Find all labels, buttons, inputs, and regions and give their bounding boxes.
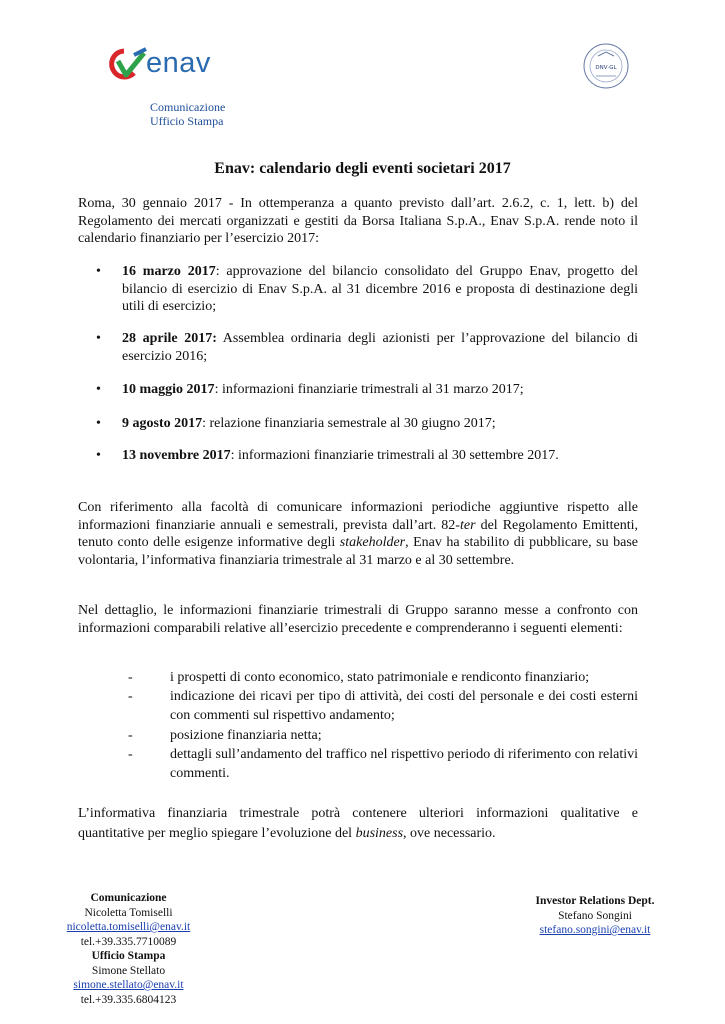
event-text: : informazioni finanziarie trimestrali al 31 marzo 2017; xyxy=(214,382,524,397)
intro-paragraph: Roma, 30 gennaio 2017 - In ottemperanza a quanto previsto dall’art. 2.6.2, c. 1, lett. b) del Regolamento dei mercati organizzati e gestiti da Borsa Italiana S.p.A., Enav S.p.A. rende noto il calendario finanziario per l’esercizio 2017: xyxy=(78,196,638,246)
detail-paragraph: Nel dettaglio, le informazioni finanziarie trimestrali di Gruppo saranno messe a confronto con informazioni comparabili relative all’esercizio precedente e comprenderanno i seguenti elementi: xyxy=(78,603,638,636)
contact-email-link[interactable]: simone.stellato@enav.it xyxy=(73,979,184,991)
event-date: 13 novembre 2017 xyxy=(122,448,231,463)
event-date: 28 aprile 2017: xyxy=(122,331,217,346)
footer-heading: Ufficio Stampa xyxy=(91,950,166,962)
contact-phone: tel.+39.335.6804123 xyxy=(80,993,177,1006)
bullet-icon: • xyxy=(96,448,101,463)
department-line2: Ufficio Stampa xyxy=(150,114,224,128)
bullet-icon: • xyxy=(96,416,101,431)
element-item xyxy=(128,687,638,725)
contact-name: Nicoletta Tomiselli xyxy=(84,906,173,919)
element-text: posizione finanziaria netta; xyxy=(170,728,322,743)
element-text: indicazione dei ricavi per tipo di attività, dei costi del personale e dei costi esterni con commenti sul rispettivo andamento; xyxy=(170,689,638,723)
bullet-icon: • xyxy=(96,264,101,279)
event-text: Assemblea ordinaria degli azionisti per l’approvazione del bilancio di esercizio 2016; xyxy=(122,331,639,364)
contact-name: Simone Stellato xyxy=(91,964,166,977)
bullet-icon: • xyxy=(96,331,101,346)
closing-paragraph: L’informativa finanziaria trimestrale potrà contenere ulteriori informazioni qualitative e quantitative per meglio spiegare l’evoluzione del business, ove necessario. xyxy=(78,806,638,841)
event-date: 16 marzo 2017 xyxy=(122,264,216,279)
event-item xyxy=(96,447,638,465)
event-text: : informazioni finanziarie trimestrali al 30 settembre 2017. xyxy=(230,448,559,463)
event-text: : approvazione del bilancio consolidato del Gruppo Enav, progetto del bilancio di esercizio di Enav S.p.A. al 31 dicembre 2016 e proposta di destinazione degli utili di esercizio; xyxy=(122,264,638,314)
logo-wordmark: enav xyxy=(146,47,211,79)
contact-email-link[interactable]: nicoletta.tomiselli@enav.it xyxy=(66,921,191,933)
department-line1: Comunicazione xyxy=(150,100,226,114)
event-date: 10 maggio 2017 xyxy=(122,382,215,397)
footer-heading: Comunicazione xyxy=(90,892,167,904)
svg-text:DNV·GL: DNV·GL xyxy=(595,65,617,71)
event-item xyxy=(96,381,638,399)
element-item xyxy=(128,668,638,687)
contact-email-link[interactable]: stefano.songini@enav.it xyxy=(539,924,651,936)
dash-icon: - xyxy=(128,689,133,704)
dash-icon: - xyxy=(128,670,133,685)
event-item xyxy=(96,330,638,365)
dash-icon: - xyxy=(128,728,133,743)
event-item xyxy=(96,415,638,433)
page-title: Enav: calendario degli eventi societari 2017 xyxy=(214,160,511,177)
quarterly-paragraph: Con riferimento alla facoltà di comunicare informazioni periodiche aggiuntive rispetto alle informazioni finanziarie annuali e semestrali, prevista dall’art. 82-ter del Regolamento Emittenti, tenuto conto delle esigenze informative degli stakeholder, Enav ha stabilito di pubblicare, su base volontaria, l’informativa finanziaria trimestrale al 31 marzo e al 30 settembre. xyxy=(78,500,639,568)
certification-badge-icon xyxy=(582,42,630,90)
element-item xyxy=(128,726,638,745)
event-date: 9 agosto 2017 xyxy=(122,416,203,431)
footer-press-contacts xyxy=(56,891,201,1007)
footer-investor-relations xyxy=(520,894,670,938)
footer-heading: Investor Relations Dept. xyxy=(535,895,655,907)
department-label xyxy=(150,100,225,128)
contact-name: Stefano Songini xyxy=(558,909,632,922)
event-text: : relazione finanziaria semestrale al 30 giugno 2017; xyxy=(202,416,496,431)
dash-icon: - xyxy=(128,747,133,762)
bullet-icon: • xyxy=(96,382,101,397)
element-item xyxy=(128,745,638,783)
element-text: i prospetti di conto economico, stato patrimoniale e rendiconto finanziario; xyxy=(170,670,590,685)
element-text: dettagli sull’andamento del traffico nel rispettivo periodo di riferimento con relativi commenti. xyxy=(170,747,638,781)
event-item xyxy=(96,263,638,316)
contact-phone: tel.+39.335.7710089 xyxy=(80,935,177,948)
